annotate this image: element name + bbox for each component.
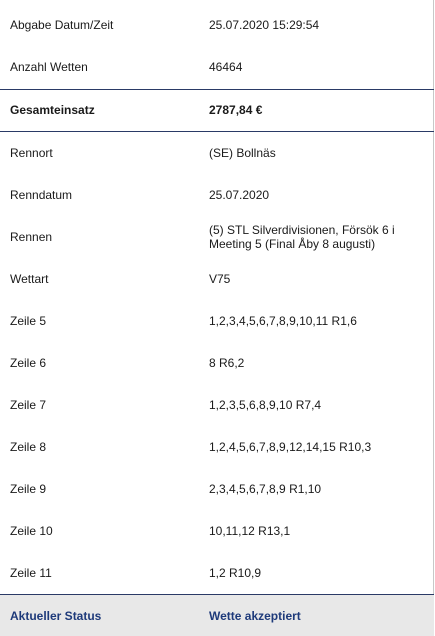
row-line-5	[0, 300, 434, 342]
current-status-label: Aktueller Status	[10, 608, 102, 623]
row-submission-datetime	[0, 4, 434, 46]
race-label: Rennen	[10, 230, 53, 244]
current-status-value: Wette akzeptiert	[209, 608, 301, 623]
row-line-8	[0, 426, 434, 468]
submission-datetime-value: 25.07.2020 15:29:54	[209, 18, 320, 32]
submission-datetime-label: Abgabe Datum/Zeit	[10, 18, 114, 32]
row-line-6	[0, 342, 434, 384]
line-11-value: 1,2 R10,9	[209, 566, 262, 580]
line-5-value: 1,2,3,4,5,6,7,8,9,10,11 R1,6	[209, 314, 357, 328]
line-7-value: 1,2,3,5,6,8,9,10 R7,4	[209, 398, 322, 412]
row-race-venue	[0, 132, 434, 174]
total-stake-label: Gesamteinsatz	[10, 103, 95, 117]
race-value	[209, 223, 426, 251]
line-5-label: Zeile 5	[10, 314, 47, 328]
race-date-value: 25.07.2020	[209, 188, 270, 202]
row-line-7	[0, 384, 434, 426]
race-venue-value: (SE) Bollnäs	[209, 146, 276, 160]
row-race-date	[0, 174, 434, 216]
race-value-line-1: (5) STL Silverdivisionen, Försök 6 i	[209, 223, 395, 237]
line-7-label: Zeile 7	[10, 398, 47, 412]
row-total-stake	[0, 89, 434, 131]
race-date-label: Renndatum	[10, 188, 73, 202]
line-11-label: Zeile 11	[10, 566, 52, 580]
bet-count-value: 46464	[209, 60, 243, 74]
row-line-10	[0, 510, 434, 552]
row-race	[0, 216, 434, 258]
bet-type-label: Wettart	[10, 272, 49, 286]
bet-type-value: V75	[209, 272, 231, 286]
line-8-value: 1,2,4,5,6,7,8,9,12,14,15 R10,3	[209, 440, 372, 454]
race-venue-label: Rennort	[10, 146, 53, 160]
line-10-label: Zeile 10	[10, 524, 53, 538]
row-bet-type	[0, 258, 434, 300]
row-current-status	[0, 595, 434, 636]
total-stake-value: 2787,84 €	[209, 103, 263, 117]
line-8-label: Zeile 8	[10, 440, 47, 454]
row-bet-count	[0, 46, 434, 88]
bet-count-label: Anzahl Wetten	[10, 60, 88, 74]
row-line-9	[0, 468, 434, 510]
line-10-value: 10,11,12 R13,1	[209, 524, 291, 538]
line-9-value: 2,3,4,5,6,7,8,9 R1,10	[209, 482, 322, 496]
row-line-11	[0, 552, 434, 594]
line-6-value: 8 R6,2	[209, 356, 245, 370]
race-value-line-2: Meeting 5 (Final Åby 8 augusti)	[209, 237, 376, 251]
line-6-label: Zeile 6	[10, 356, 47, 370]
line-9-label: Zeile 9	[10, 482, 47, 496]
